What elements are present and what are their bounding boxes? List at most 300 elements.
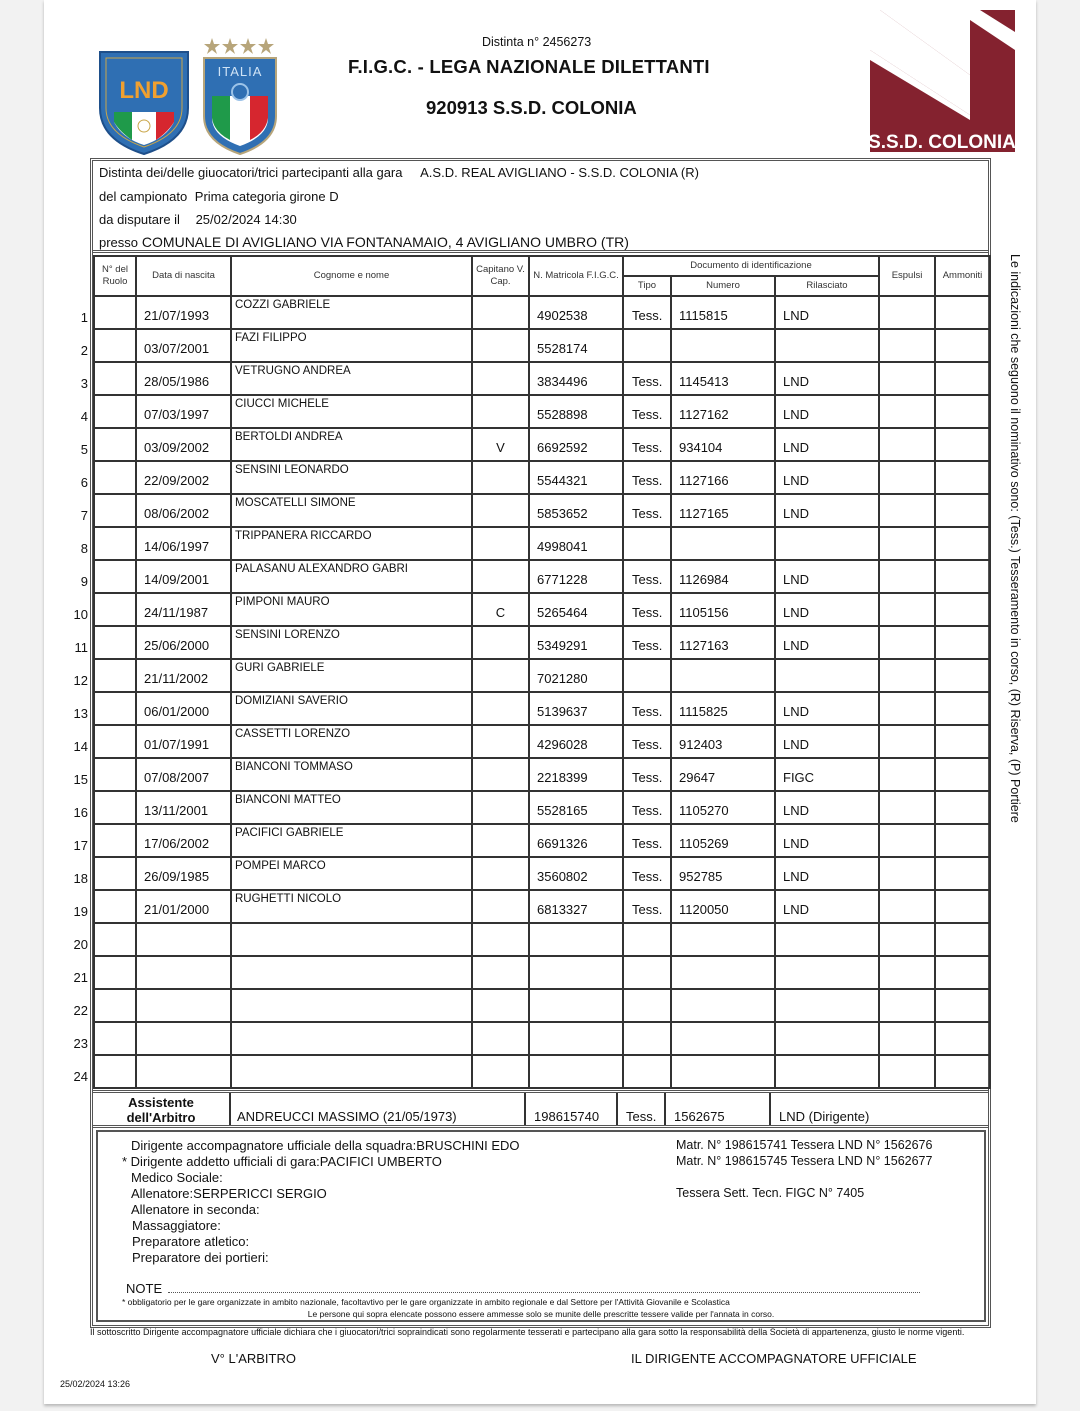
data-label: da disputare il bbox=[99, 212, 180, 227]
stars-icon bbox=[204, 38, 274, 54]
row-number: 10 bbox=[73, 607, 88, 622]
birthdate-cell: 13/11/2001 bbox=[136, 791, 231, 824]
ruolo-cell bbox=[94, 791, 136, 824]
gara-label: Distinta dei/delle giuocatori/trici partecipanti alla gara bbox=[99, 165, 403, 180]
doc-type-cell bbox=[623, 989, 671, 1022]
dirigente-addetto: * Dirigente addetto ufficiali di gara:PACIFICI UMBERTO bbox=[122, 1154, 442, 1169]
player-row bbox=[94, 989, 990, 1022]
doc-type-cell: Tess. bbox=[623, 824, 671, 857]
allenatore-tessera: Tessera Sett. Tecn. FIGC N° 7405 bbox=[676, 1186, 865, 1200]
matricola-cell: 5528898 bbox=[529, 395, 623, 428]
doc-type-cell: Tess. bbox=[623, 428, 671, 461]
ammoniti-cell bbox=[935, 527, 990, 560]
issued-by-cell: LND bbox=[775, 890, 879, 923]
birthdate-cell bbox=[136, 956, 231, 989]
doc-type-cell bbox=[623, 527, 671, 560]
espulsi-cell bbox=[879, 1055, 935, 1088]
espulsi-cell bbox=[879, 923, 935, 956]
issued-by-cell bbox=[775, 956, 879, 989]
matricola-cell: 6813327 bbox=[529, 890, 623, 923]
player-row bbox=[94, 428, 990, 461]
row-number: 19 bbox=[73, 904, 88, 919]
doc-number-cell bbox=[671, 659, 775, 692]
ammoniti-cell bbox=[935, 494, 990, 527]
ruolo-cell bbox=[94, 395, 136, 428]
row-number: 11 bbox=[74, 640, 88, 655]
doc-type-cell: Tess. bbox=[623, 758, 671, 791]
doc-number-cell: 1105270 bbox=[671, 791, 775, 824]
name-cell bbox=[231, 1055, 472, 1088]
ammoniti-cell bbox=[935, 989, 990, 1022]
declaration-text: Il sottoscritto Dirigente accompagnatore ufficiale dichiara che i giuocatori/trici sopraindicati sono regolarmente tesserati e partecipano alla gara sotto la responsabilità della Società di appartenenza, giusto le norme vigenti. bbox=[90, 1327, 965, 1337]
issued-by-cell: LND bbox=[775, 692, 879, 725]
espulsi-cell bbox=[879, 560, 935, 593]
ammoniti-cell bbox=[935, 890, 990, 923]
name-cell: SENSINI LEONARDO bbox=[231, 461, 472, 494]
matricola-cell: 5528165 bbox=[529, 791, 623, 824]
doc-type-cell: Tess. bbox=[623, 494, 671, 527]
team-title: 920913 S.S.D. COLONIA bbox=[426, 97, 637, 118]
colonia-logo-text: S.S.D. COLONIA bbox=[870, 132, 1015, 152]
ammoniti-cell bbox=[935, 857, 990, 890]
captain-cell bbox=[472, 956, 529, 989]
espulsi-cell bbox=[879, 626, 935, 659]
doc-number-cell bbox=[671, 329, 775, 362]
ruolo-cell bbox=[94, 857, 136, 890]
espulsi-cell bbox=[879, 824, 935, 857]
birthdate-cell: 07/08/2007 bbox=[136, 758, 231, 791]
doc-type-cell: Tess. bbox=[623, 461, 671, 494]
captain-cell bbox=[472, 296, 529, 329]
name-cell: PIMPONI MAURO bbox=[231, 593, 472, 626]
ruolo-cell bbox=[94, 428, 136, 461]
addetto-tessera: Matr. N° 198615745 Tessera LND N° 1562677 bbox=[676, 1154, 933, 1168]
row-numbers bbox=[60, 298, 90, 1090]
doc-type-cell bbox=[623, 1022, 671, 1055]
name-cell: CASSETTI LORENZO bbox=[231, 725, 472, 758]
doc-number-cell: 934104 bbox=[671, 428, 775, 461]
player-row bbox=[94, 890, 990, 923]
ammoniti-cell bbox=[935, 1022, 990, 1055]
player-row bbox=[94, 395, 990, 428]
doc-number-cell bbox=[671, 923, 775, 956]
figc-italia-shield-logo bbox=[200, 36, 280, 156]
player-row bbox=[94, 593, 990, 626]
matricola-cell bbox=[529, 923, 623, 956]
captain-cell bbox=[472, 890, 529, 923]
ammoniti-cell bbox=[935, 824, 990, 857]
ruolo-cell bbox=[94, 1022, 136, 1055]
captain-cell bbox=[472, 1022, 529, 1055]
gara-line bbox=[99, 165, 699, 180]
doc-type-cell: Tess. bbox=[623, 362, 671, 395]
header-ruolo: N° del Ruolo bbox=[94, 256, 136, 296]
assistente-numero: 1562675 bbox=[666, 1093, 771, 1125]
player-row bbox=[94, 791, 990, 824]
name-cell: MOSCATELLI SIMONE bbox=[231, 494, 472, 527]
espulsi-cell bbox=[879, 758, 935, 791]
captain-cell bbox=[472, 494, 529, 527]
issued-by-cell: LND bbox=[775, 626, 879, 659]
doc-type-cell: Tess. bbox=[623, 857, 671, 890]
player-row bbox=[94, 725, 990, 758]
campionato-line bbox=[99, 189, 339, 204]
name-cell: BIANCONI MATTEO bbox=[231, 791, 472, 824]
doc-type-cell: Tess. bbox=[623, 296, 671, 329]
row-number: 7 bbox=[80, 508, 88, 523]
issued-by-cell: LND bbox=[775, 857, 879, 890]
assistente-rilasciato: LND (Dirigente) bbox=[779, 1109, 870, 1124]
doc-type-cell: Tess. bbox=[623, 395, 671, 428]
colonia-club-logo bbox=[870, 10, 1015, 152]
issued-by-cell bbox=[775, 923, 879, 956]
name-cell: BERTOLDI ANDREA bbox=[231, 428, 472, 461]
row-number: 4 bbox=[80, 409, 88, 424]
espulsi-cell bbox=[879, 659, 935, 692]
ammoniti-cell bbox=[935, 362, 990, 395]
matricola-cell: 2218399 bbox=[529, 758, 623, 791]
doc-type-cell: Tess. bbox=[623, 593, 671, 626]
assistente-label-line2: dell'Arbitro bbox=[126, 1110, 196, 1125]
player-row bbox=[94, 1022, 990, 1055]
accompagnatore-tessera: Matr. N° 198615741 Tessera LND N° 1562676 bbox=[676, 1138, 933, 1152]
campionato-label: del campionato bbox=[99, 189, 188, 204]
name-cell: SENSINI LORENZO bbox=[231, 626, 472, 659]
issued-by-cell bbox=[775, 1055, 879, 1088]
espulsi-cell bbox=[879, 296, 935, 329]
row-number: 9 bbox=[80, 574, 88, 589]
matricola-cell: 3560802 bbox=[529, 857, 623, 890]
espulsi-cell bbox=[879, 692, 935, 725]
doc-number-cell: 1126984 bbox=[671, 560, 775, 593]
data-line bbox=[99, 212, 297, 227]
ruolo-cell bbox=[94, 956, 136, 989]
lnd-shield-logo bbox=[96, 48, 192, 156]
captain-cell bbox=[472, 329, 529, 362]
header-nascita: Data di nascita bbox=[136, 256, 231, 296]
doc-number-cell: 1105269 bbox=[671, 824, 775, 857]
lnd-logo-text: LND bbox=[119, 77, 169, 104]
captain-cell bbox=[472, 923, 529, 956]
captain-cell: C bbox=[472, 593, 529, 626]
player-row bbox=[94, 527, 990, 560]
issued-by-cell: LND bbox=[775, 725, 879, 758]
issued-by-cell: LND bbox=[775, 461, 879, 494]
ruolo-cell bbox=[94, 725, 136, 758]
birthdate-cell: 03/09/2002 bbox=[136, 428, 231, 461]
row-number: 23 bbox=[73, 1036, 88, 1051]
assistente-tipo: Tess. bbox=[618, 1093, 666, 1125]
espulsi-cell bbox=[879, 890, 935, 923]
roster-table bbox=[93, 255, 991, 1089]
assistente-label bbox=[93, 1093, 231, 1125]
ammoniti-cell bbox=[935, 725, 990, 758]
ammoniti-cell bbox=[935, 1055, 990, 1088]
name-cell: FAZI FILIPPO bbox=[231, 329, 472, 362]
espulsi-cell bbox=[879, 362, 935, 395]
captain-cell bbox=[472, 692, 529, 725]
header-espulsi: Espulsi bbox=[879, 256, 935, 296]
side-legend-text: Le indicazioni che seguono il nominativo sono: (Tess.) Tesseramento in corso, (R) Riserva, (P) Portiere bbox=[1008, 254, 1022, 823]
doc-type-cell bbox=[623, 923, 671, 956]
captain-cell bbox=[472, 1055, 529, 1088]
espulsi-cell bbox=[879, 461, 935, 494]
ruolo-cell bbox=[94, 824, 136, 857]
presso-value: COMUNALE DI AVIGLIANO VIA FONTANAMAIO, 4 AVIGLIANO UMBRO (TR) bbox=[141, 234, 629, 250]
ruolo-cell bbox=[94, 296, 136, 329]
header-matricola: N. Matricola F.I.G.C. bbox=[529, 256, 623, 296]
espulsi-cell bbox=[879, 956, 935, 989]
birthdate-cell: 01/07/1991 bbox=[136, 725, 231, 758]
matricola-cell bbox=[529, 1055, 623, 1088]
note-line bbox=[126, 1281, 920, 1296]
header-capitano: Capitano V. Cap. bbox=[472, 256, 529, 296]
staff-block bbox=[96, 1130, 986, 1322]
assistente-label-line1: Assistente bbox=[128, 1095, 194, 1110]
espulsi-cell bbox=[879, 725, 935, 758]
ammoniti-cell bbox=[935, 956, 990, 989]
printed-timestamp: 25/02/2024 13:26 bbox=[60, 1379, 131, 1389]
player-row bbox=[94, 923, 990, 956]
captain-cell bbox=[472, 395, 529, 428]
matricola-cell bbox=[529, 1022, 623, 1055]
name-cell: BIANCONI TOMMASO bbox=[231, 758, 472, 791]
medico-sociale: Medico Sociale: bbox=[131, 1170, 223, 1185]
ammoniti-cell bbox=[935, 461, 990, 494]
birthdate-cell: 03/07/2001 bbox=[136, 329, 231, 362]
player-row bbox=[94, 956, 990, 989]
ruolo-cell bbox=[94, 890, 136, 923]
match-info bbox=[93, 161, 988, 253]
doc-number-cell bbox=[671, 1055, 775, 1088]
ammoniti-cell bbox=[935, 560, 990, 593]
captain-cell bbox=[472, 758, 529, 791]
birthdate-cell: 21/01/2000 bbox=[136, 890, 231, 923]
doc-number-cell: 1127163 bbox=[671, 626, 775, 659]
name-cell: POMPEI MARCO bbox=[231, 857, 472, 890]
row-number: 18 bbox=[73, 871, 88, 886]
ammoniti-cell bbox=[935, 395, 990, 428]
row-number: 1 bbox=[80, 310, 88, 325]
captain-cell bbox=[472, 560, 529, 593]
name-cell bbox=[231, 1022, 472, 1055]
captain-cell bbox=[472, 626, 529, 659]
ruolo-cell bbox=[94, 659, 136, 692]
header-rilasciato: Rilasciato bbox=[775, 276, 879, 296]
birthdate-cell: 25/06/2000 bbox=[136, 626, 231, 659]
row-number: 5 bbox=[80, 442, 88, 457]
row-number: 24 bbox=[73, 1069, 88, 1084]
footnote-tessere: Le persone qui sopra elencate possono essere ammesse solo se munite delle prescritte tessere valide per l'annata in corso. bbox=[307, 1309, 775, 1319]
matricola-cell: 5544321 bbox=[529, 461, 623, 494]
name-cell: GURI GABRIELE bbox=[231, 659, 472, 692]
birthdate-cell: 28/05/1986 bbox=[136, 362, 231, 395]
matricola-cell: 6771228 bbox=[529, 560, 623, 593]
espulsi-cell bbox=[879, 428, 935, 461]
captain-cell bbox=[472, 461, 529, 494]
ruolo-cell bbox=[94, 593, 136, 626]
doc-number-cell: 1127166 bbox=[671, 461, 775, 494]
matricola-cell: 6692592 bbox=[529, 428, 623, 461]
birthdate-cell: 24/11/1987 bbox=[136, 593, 231, 626]
preparatore-portieri: Preparatore dei portieri: bbox=[132, 1250, 269, 1265]
espulsi-cell bbox=[879, 329, 935, 362]
player-row bbox=[94, 362, 990, 395]
issued-by-cell: LND bbox=[775, 791, 879, 824]
issued-by-cell: FIGC bbox=[775, 758, 879, 791]
doc-number-cell: 29647 bbox=[671, 758, 775, 791]
gara-value: A.S.D. REAL AVIGLIANO - S.S.D. COLONIA (R) bbox=[420, 165, 699, 180]
matricola-cell: 6691326 bbox=[529, 824, 623, 857]
note-field[interactable] bbox=[168, 1284, 920, 1293]
ruolo-cell bbox=[94, 527, 136, 560]
row-number: 14 bbox=[73, 739, 88, 754]
espulsi-cell bbox=[879, 494, 935, 527]
dirigente-accompagnatore: Dirigente accompagnatore ufficiale della squadra:BRUSCHINI EDO bbox=[131, 1138, 520, 1153]
row-number: 3 bbox=[80, 376, 88, 391]
espulsi-cell bbox=[879, 593, 935, 626]
header-nome: Cognome e nome bbox=[231, 256, 472, 296]
doc-number-cell: 1127162 bbox=[671, 395, 775, 428]
name-cell bbox=[231, 956, 472, 989]
issued-by-cell: LND bbox=[775, 824, 879, 857]
player-row bbox=[94, 560, 990, 593]
birthdate-cell: 07/03/1997 bbox=[136, 395, 231, 428]
ammoniti-cell bbox=[935, 791, 990, 824]
name-cell: VETRUGNO ANDREA bbox=[231, 362, 472, 395]
player-row bbox=[94, 296, 990, 329]
captain-cell: V bbox=[472, 428, 529, 461]
issued-by-cell: LND bbox=[775, 560, 879, 593]
header-documento: Documento di identificazione bbox=[623, 256, 879, 276]
birthdate-cell: 06/01/2000 bbox=[136, 692, 231, 725]
matricola-cell bbox=[529, 956, 623, 989]
player-row bbox=[94, 1055, 990, 1088]
matricola-cell: 5853652 bbox=[529, 494, 623, 527]
ammoniti-cell bbox=[935, 428, 990, 461]
matricola-cell: 7021280 bbox=[529, 659, 623, 692]
espulsi-cell bbox=[879, 527, 935, 560]
org-title: F.I.G.C. - LEGA NAZIONALE DILETTANTI bbox=[348, 56, 710, 77]
doc-number-cell bbox=[671, 527, 775, 560]
ruolo-cell bbox=[94, 626, 136, 659]
issued-by-cell bbox=[775, 527, 879, 560]
row-number: 15 bbox=[73, 772, 88, 787]
birthdate-cell bbox=[136, 923, 231, 956]
ammoniti-cell bbox=[935, 296, 990, 329]
side-legend bbox=[1006, 254, 1026, 874]
matricola-cell: 3834496 bbox=[529, 362, 623, 395]
name-cell bbox=[231, 923, 472, 956]
captain-cell bbox=[472, 725, 529, 758]
ammoniti-cell bbox=[935, 626, 990, 659]
ruolo-cell bbox=[94, 494, 136, 527]
player-row bbox=[94, 329, 990, 362]
matricola-cell bbox=[529, 989, 623, 1022]
player-row bbox=[94, 692, 990, 725]
birthdate-cell: 21/07/1993 bbox=[136, 296, 231, 329]
name-cell: COZZI GABRIELE bbox=[231, 296, 472, 329]
birthdate-cell: 21/11/2002 bbox=[136, 659, 231, 692]
name-cell: RUGHETTI NICOLO bbox=[231, 890, 472, 923]
row-number: 2 bbox=[80, 343, 88, 358]
espulsi-cell bbox=[879, 989, 935, 1022]
doc-number-cell bbox=[671, 989, 775, 1022]
birthdate-cell: 26/09/1985 bbox=[136, 857, 231, 890]
ruolo-cell bbox=[94, 560, 136, 593]
name-cell: DOMIZIANI SAVERIO bbox=[231, 692, 472, 725]
header-ammoniti: Ammoniti bbox=[935, 256, 990, 296]
matricola-cell: 4296028 bbox=[529, 725, 623, 758]
matricola-cell: 5528174 bbox=[529, 329, 623, 362]
espulsi-cell bbox=[879, 1022, 935, 1055]
issued-by-cell: LND bbox=[775, 296, 879, 329]
ruolo-cell bbox=[94, 989, 136, 1022]
birthdate-cell: 14/06/1997 bbox=[136, 527, 231, 560]
matricola-cell: 5139637 bbox=[529, 692, 623, 725]
row-number: 22 bbox=[73, 1003, 88, 1018]
captain-cell bbox=[472, 362, 529, 395]
massaggiatore: Massaggiatore: bbox=[132, 1218, 221, 1233]
captain-cell bbox=[472, 824, 529, 857]
captain-cell bbox=[472, 989, 529, 1022]
doc-number-cell: 1120050 bbox=[671, 890, 775, 923]
doc-type-cell bbox=[623, 329, 671, 362]
player-row bbox=[94, 857, 990, 890]
row-number: 20 bbox=[73, 937, 88, 952]
issued-by-cell: LND bbox=[775, 494, 879, 527]
ruolo-cell bbox=[94, 758, 136, 791]
matricola-cell: 4902538 bbox=[529, 296, 623, 329]
signature-arbitro: V° L'ARBITRO bbox=[211, 1351, 296, 1366]
ammoniti-cell bbox=[935, 659, 990, 692]
issued-by-cell: LND bbox=[775, 362, 879, 395]
doc-type-cell: Tess. bbox=[623, 725, 671, 758]
ammoniti-cell bbox=[935, 692, 990, 725]
ruolo-cell bbox=[94, 329, 136, 362]
issued-by-cell: LND bbox=[775, 395, 879, 428]
birthdate-cell: 08/06/2002 bbox=[136, 494, 231, 527]
name-cell: TRIPPANERA RICCARDO bbox=[231, 527, 472, 560]
doc-type-cell bbox=[623, 956, 671, 989]
issued-by-cell bbox=[775, 989, 879, 1022]
player-row bbox=[94, 494, 990, 527]
espulsi-cell bbox=[879, 791, 935, 824]
footnote-obbligatorio: * obbligatorio per le gare organizzate in ambito nazionale, facoltavtivo per le gare organizzate in ambito regionale e dal Settore per l'Attività Giovanile e Scolastica bbox=[122, 1297, 730, 1307]
italia-logo-text: ITALIA bbox=[217, 64, 263, 79]
name-cell: CIUCCI MICHELE bbox=[231, 395, 472, 428]
ruolo-cell bbox=[94, 461, 136, 494]
presso-line bbox=[99, 234, 629, 250]
row-number: 21 bbox=[73, 970, 88, 985]
issued-by-cell bbox=[775, 659, 879, 692]
doc-type-cell: Tess. bbox=[623, 791, 671, 824]
ammoniti-cell bbox=[935, 329, 990, 362]
espulsi-cell bbox=[879, 857, 935, 890]
doc-type-cell: Tess. bbox=[623, 560, 671, 593]
row-number: 12 bbox=[73, 673, 88, 688]
name-cell: PALASANU ALEXANDRO GABRI bbox=[231, 560, 472, 593]
row-number: 8 bbox=[80, 541, 88, 556]
captain-cell bbox=[472, 857, 529, 890]
player-row bbox=[94, 824, 990, 857]
issued-by-cell: LND bbox=[775, 428, 879, 461]
row-number: 13 bbox=[73, 706, 88, 721]
ruolo-cell bbox=[94, 923, 136, 956]
ammoniti-cell bbox=[935, 923, 990, 956]
birthdate-cell bbox=[136, 1055, 231, 1088]
header-numero: Numero bbox=[671, 276, 775, 296]
